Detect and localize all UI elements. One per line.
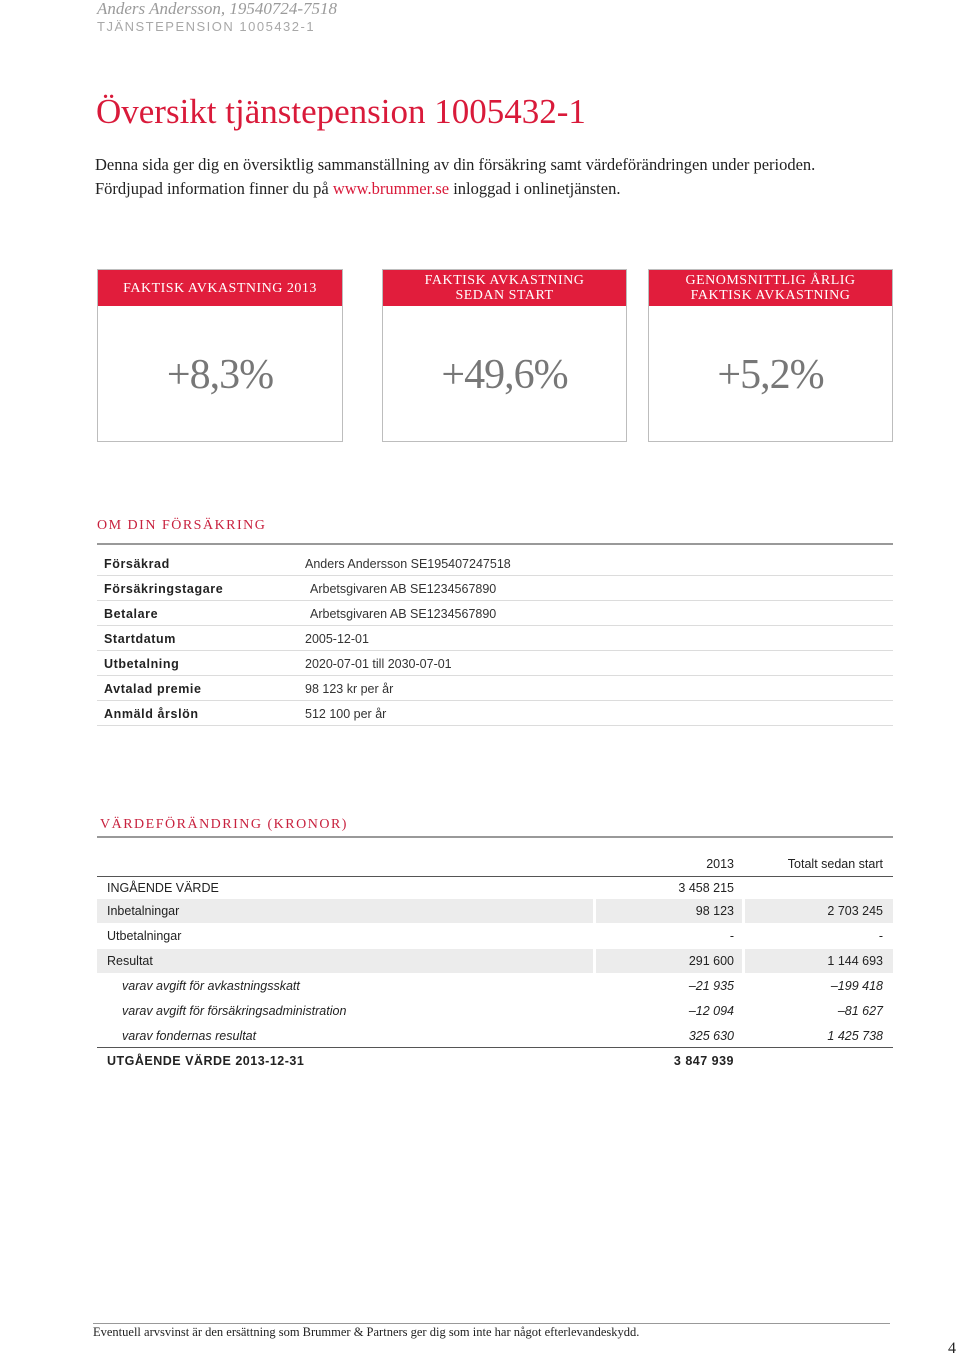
divider — [97, 575, 893, 576]
card-value: +8,3% — [166, 351, 274, 398]
divider — [97, 700, 893, 701]
card-title: FAKTISK AVKASTNING — [424, 273, 585, 288]
page-title: Översikt tjänstepension 1005432-1 — [96, 92, 586, 131]
cell-gap — [742, 899, 745, 923]
table-row-total — [97, 1049, 893, 1073]
card-value: +49,6% — [441, 351, 568, 398]
row-label: Startdatum — [104, 632, 176, 646]
row-value-2013: - — [729, 929, 734, 943]
row-label: Försäkrad — [104, 557, 170, 571]
card-return-since-start — [382, 269, 627, 442]
divider — [97, 625, 893, 626]
value-change-rule — [97, 836, 893, 838]
insurance-row — [104, 677, 892, 702]
table-row — [97, 974, 893, 998]
intro-text — [95, 153, 815, 201]
row-label: varav avgift för försäkringsadministration — [122, 1004, 347, 1018]
row-label: Försäkringstagare — [104, 582, 224, 596]
row-value: 98 123 kr per år — [305, 682, 394, 696]
row-value-2013: –21 935 — [688, 979, 734, 993]
intro-line-2-post: inloggad i onlinetjänsten. — [449, 179, 621, 198]
card-title: GENOMSNITTLIG ÅRLIG — [685, 273, 856, 288]
intro-line-1: Denna sida ger dig en översiktlig sammanställning av din försäkring samt värdeförändringen under perioden. — [95, 155, 816, 174]
intro-line-2 — [95, 177, 815, 201]
footer-rule — [93, 1323, 890, 1324]
row-value-total: 1 425 738 — [827, 1029, 883, 1043]
insurance-rule — [97, 543, 893, 545]
card-header — [98, 270, 342, 306]
card-header — [649, 270, 892, 306]
cell-gap — [593, 949, 596, 973]
card-title-2: FAKTISK AVKASTNING — [690, 288, 851, 303]
row-value-total: –81 627 — [837, 1004, 883, 1018]
footer-note: Eventuell arvsvinst är den ersättning som Brummer & Partners ger dig som inte har något efterlevandeskydd. — [93, 1325, 640, 1339]
divider — [97, 650, 893, 651]
row-label: Betalare — [104, 607, 159, 621]
row-value-2013: 291 600 — [688, 954, 734, 968]
brummer-link[interactable]: www.brummer.se — [332, 179, 450, 198]
row-value-total: –199 418 — [830, 979, 883, 993]
insurance-row — [104, 702, 892, 727]
row-value: 2005-12-01 — [305, 632, 369, 646]
col-header-2013: 2013 — [706, 857, 734, 871]
row-label: Avtalad premie — [104, 682, 202, 696]
row-value: 2020-07-01 till 2030-07-01 — [305, 657, 452, 671]
row-label: varav avgift för avkastningsskatt — [122, 979, 300, 993]
row-label: UTGÅENDE VÄRDE 2013-12-31 — [107, 1054, 305, 1068]
divider — [97, 675, 893, 676]
card-value: +5,2% — [717, 351, 824, 398]
insurance-row — [104, 577, 892, 602]
row-label: INGÅENDE VÄRDE — [107, 881, 219, 895]
row-value-2013: 325 630 — [688, 1029, 734, 1043]
insurance-heading: OM DIN FÖRSÄKRING — [97, 518, 267, 533]
divider — [97, 600, 893, 601]
card-average-annual-return — [648, 269, 893, 442]
page-number: 4 — [948, 1340, 956, 1357]
row-label: Resultat — [107, 954, 153, 968]
cell-gap — [593, 899, 596, 923]
insurance-row — [104, 652, 892, 677]
row-value-2013: 3 847 939 — [673, 1054, 734, 1068]
insurance-row — [104, 627, 892, 652]
row-value-total: - — [878, 929, 883, 943]
card-return-2013 — [97, 269, 343, 442]
table-row — [97, 999, 893, 1023]
insurance-row — [104, 602, 892, 627]
row-value-2013: –12 094 — [688, 1004, 734, 1018]
value-change-heading: VÄRDEFÖRÄNDRING (KRONOR) — [100, 817, 348, 832]
row-label: Utbetalning — [104, 657, 180, 671]
row-value: Arbetsgivaren AB SE1234567890 — [310, 582, 497, 596]
row-value-2013: 3 458 215 — [678, 881, 734, 895]
col-header-total: Totalt sedan start — [787, 857, 883, 871]
row-label: Anmäld årslön — [104, 707, 199, 721]
policy-line: TJÄNSTEPENSION 1005432-1 — [97, 19, 316, 34]
row-value-total: 1 144 693 — [827, 954, 883, 968]
row-label: varav fondernas resultat — [122, 1029, 257, 1043]
row-value: Anders Andersson SE195407247518 — [305, 557, 511, 571]
table-row — [97, 899, 893, 923]
table-row — [97, 924, 893, 948]
cell-gap — [742, 949, 745, 973]
row-value-total: 2 703 245 — [827, 904, 883, 918]
card-header — [383, 270, 626, 306]
row-value-2013: 98 123 — [695, 904, 734, 918]
insured-name-line: Anders Andersson, 19540724-7518 — [97, 0, 338, 18]
row-value: 512 100 per år — [305, 707, 387, 721]
table-row — [97, 1024, 893, 1048]
table-row — [97, 876, 893, 900]
table-row — [97, 949, 893, 973]
card-title: FAKTISK AVKASTNING 2013 — [123, 280, 317, 296]
intro-line-2-pre: Fördjupad information finner du på — [95, 179, 333, 198]
insurance-row — [104, 552, 892, 577]
total-rule — [97, 1047, 893, 1048]
row-label: Inbetalningar — [107, 904, 180, 918]
card-title-2: SEDAN START — [455, 288, 554, 303]
row-value: Arbetsgivaren AB SE1234567890 — [310, 607, 497, 621]
divider — [97, 725, 893, 726]
row-label: Utbetalningar — [107, 929, 182, 943]
table-header-row — [97, 852, 893, 876]
